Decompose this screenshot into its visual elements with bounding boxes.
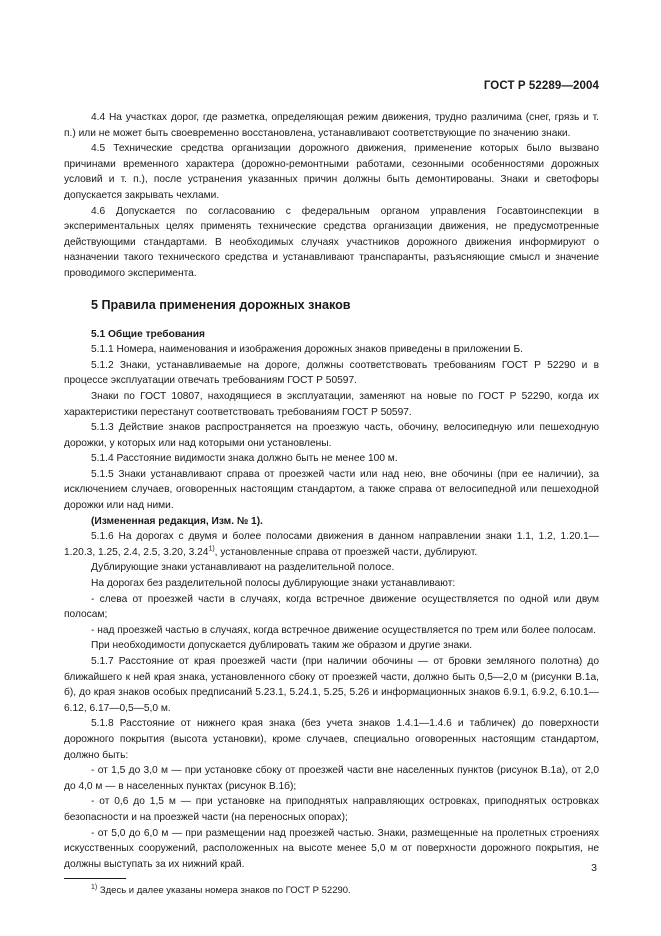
list-item-height-island: - от 0,6 до 1,5 м — при установке на приподнятых направляющих островках, приподнятых островках безопасности и на проезжей части (на переносных опорах);: [64, 796, 599, 823]
list-item-overhead: - над проезжей частью в случаях, когда встречное движение осуществляется по трем или более полосам.: [91, 624, 596, 636]
paragraph-5-1-6-text: 5.1.6 На дорогах с двумя и более полосами движения в данном направлении знаки 1.1, 1.2, 1.20.1—1.20.3, 1.25, 2.4, 2.5, 3.20, 3.24: [64, 531, 599, 558]
paragraph-5-1-5: 5.1.5 Знаки устанавливают справа от проезжей части или над нею, вне обочины (при ее наличии), за исключением случаев, оговоренных настоящим стандартом, а также справа от велосипедной или пешеходной дорожки или над ними.: [64, 468, 599, 512]
document-header: ГОСТ Р 52289—2004: [483, 80, 599, 92]
paragraph-4-5: 4.5 Технические средства организации дорожного движения, применение которых было вызвано причинами временного характера (дорожно-ремонтными работами, сезонными особенностями дорожных условий и т. п.), после устранения указанных причин должны быть демонтированы. Знаки и светофоры допускается закрывать чехлами.: [64, 143, 599, 201]
paragraph-4-6: 4.6 Допускается по согласованию с федеральным органом управления Госавтоинспекции в экспериментальных целях применять технические средства организации движения, не предусмотренные действующими стандартами. В необходимых случаях участников дорожного движения информируют о назначении такого технического средства и устанавливают транспаранты, разъясняющие смысл и значение проводимого эксперимента.: [64, 205, 599, 279]
footnote-text: Здесь и далее указаны номера знаков по ГОСТ Р 52290.: [97, 885, 351, 897]
paragraph-5-1-2-cont: Знаки по ГОСТ 10807, находящиеся в эксплуатации, заменяют на новые по ГОСТ Р 52290, когда их характеристики перестанут соответствовать требованиям ГОСТ Р 50597.: [64, 390, 599, 418]
subsection-title: 5.1 Общие требования: [91, 328, 205, 340]
paragraph-5-1-6-other: При необходимости допускается дублировать таким же образом и другие знаки.: [91, 640, 473, 652]
list-item-height-overhead: - от 5,0 до 6,0 м — при размещении над проезжей частью. Знаки, размещенные на пролетных строениях искусственных сооружений, расположенных на высоте менее 5,0 м от поверхности дорожного покрытия, не должны выступать за их нижний край.: [64, 827, 599, 870]
section-title: 5 Правила применения дорожных знаков: [91, 297, 351, 312]
paragraph-5-1-6-duplicates: Дублирующие знаки устанавливают на разделительной полосе.: [91, 562, 395, 574]
paragraph-5-1-6-tail: , установленные справа от проезжей части, дублируют.: [214, 546, 478, 558]
footnote-marker: 1): [91, 884, 98, 892]
paragraph-5-1-6: [64, 529, 599, 560]
paragraph-5-1-2: 5.1.2 Знаки, устанавливаемые на дороге, должны соответствовать требованиям ГОСТ Р 52290 и в процессе эксплуатации отвечать требованиям ГОСТ Р 50597.: [64, 359, 599, 387]
paragraph-5-1-1: 5.1.1 Номера, наименования и изображения дорожных знаков приведены в приложении Б.: [91, 344, 524, 356]
paragraph-5-1-3: 5.1.3 Действие знаков распространяется на проезжую часть, обочину, велосипедную или пешеходную дорожки, у которых или над которыми они установлены.: [64, 422, 599, 449]
paragraph-4-4: 4.4 На участках дорог, где разметка, определяющая режим движения, трудно различима (снег, грязь и т. п.) или не может быть своевременно восстановлена, устанавливают соответствующие по значению знаки.: [64, 112, 599, 139]
footnote: [64, 884, 599, 898]
paragraph-5-1-7: 5.1.7 Расстояние от края проезжей части (при наличии обочины — от бровки земляного полотна) до ближайшего к ней края знака, установленного сбоку от проезжей части, должно быть 0,5—2,0 м (рисунки В.1а, б), до края знаков особых предписаний 5.23.1, 5.24.1, 5.25, 5.26 и информационных знаков 6.9.1, 6.9.2, 6.10.1—6.12, 6.17—0,5—5,0 м.: [64, 656, 599, 714]
footnote-divider: [64, 878, 126, 879]
paragraph-5-1-8: 5.1.8 Расстояние от нижнего края знака (без учета знаков 1.4.1—1.4.6 и табличек) до поверхности дорожного покрытия (высота установки), кроме случаев, специально оговоренных настоящим стандартом, должно быть:: [64, 718, 599, 761]
document-body: [64, 110, 599, 898]
paragraph-5-1-6-no-median: На дорогах без разделительной полосы дублирующие знаки устанавливают:: [91, 578, 456, 590]
amendment-note: (Измененная редакция, Изм. № 1).: [91, 515, 263, 527]
footnote-ref: 1): [208, 545, 215, 553]
list-item-left: - слева от проезжей части в случаях, когда встречное движение осуществляется по одной или двум полосам;: [64, 593, 599, 621]
list-item-height-side: - от 1,5 до 3,0 м — при установке сбоку от проезжей части вне населенных пунктов (рисунок В.1а), от 2,0 до 4,0 м — в населенных пунктах (рисунок В.1б);: [64, 765, 599, 792]
paragraph-5-1-4: 5.1.4 Расстояние видимости знака должно быть не менее 100 м.: [91, 453, 398, 465]
page-number: 3: [591, 862, 597, 874]
